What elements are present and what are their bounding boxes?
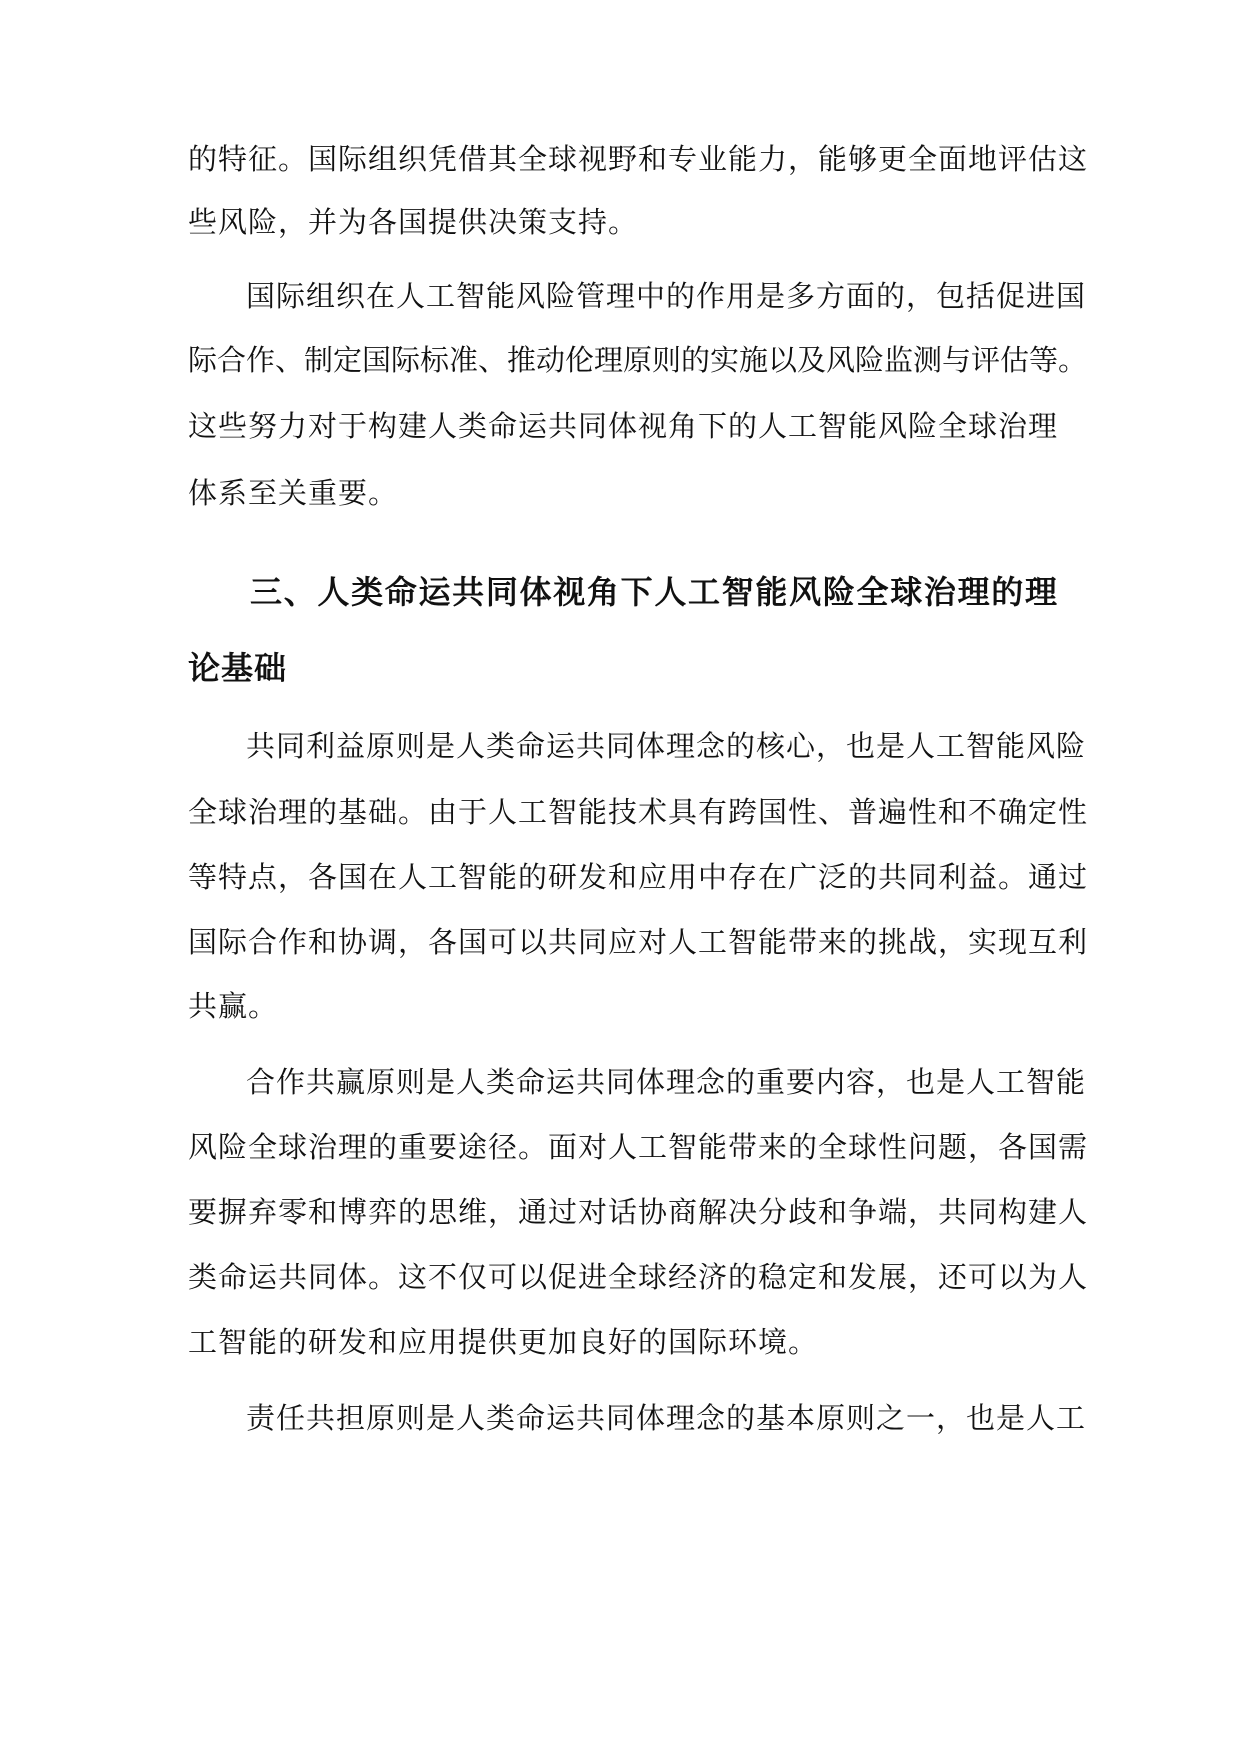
section-heading: 三、人类命运共同体视角下人工智能风险全球治理的理 (250, 573, 1058, 611)
paragraph-line: 国际组织在人工智能风险管理中的作用是多方面的，包括促进国 (246, 279, 1087, 313)
paragraph-line: 些风险，并为各国提供决策支持。 (188, 205, 639, 239)
paragraph-line: 等特点，各国在人工智能的研发和应用中存在广泛的共同利益。通过 (188, 860, 1089, 894)
section-heading: 论基础 (188, 649, 288, 687)
paragraph-line: 合作共赢原则是人类命运共同体理念的重要内容，也是人工智能 (246, 1065, 1087, 1099)
paragraph-line: 工智能的研发和应用提供更加良好的国际环境。 (188, 1325, 819, 1359)
paragraph-line: 风险全球治理的重要途径。面对人工智能带来的全球性问题，各国需 (188, 1130, 1089, 1164)
paragraph-line: 全球治理的基础。由于人工智能技术具有跨国性、普遍性和不确定性 (188, 795, 1089, 829)
paragraph-line: 类命运共同体。这不仅可以促进全球经济的稳定和发展，还可以为人 (188, 1260, 1089, 1294)
paragraph-line: 共同利益原则是人类命运共同体理念的核心，也是人工智能风险 (246, 729, 1087, 763)
paragraph-line: 这些努力对于构建人类命运共同体视角下的人工智能风险全球治理 (188, 409, 1059, 443)
paragraph-line: 共赢。 (188, 989, 279, 1023)
paragraph-line: 国际合作和协调，各国可以共同应对人工智能带来的挑战，实现互利 (188, 925, 1089, 959)
paragraph-line: 要摒弃零和博弈的思维，通过对话协商解决分歧和争端，共同构建人 (188, 1195, 1089, 1229)
paragraph-line: 际合作、制定国际标准、推动伦理原则的实施以及风险监测与评估等。 (188, 343, 1088, 377)
paragraph-line: 的特征。国际组织凭借其全球视野和专业能力，能够更全面地评估这 (188, 142, 1089, 176)
paragraph-line: 体系至关重要。 (188, 476, 399, 510)
paragraph-line: 责任共担原则是人类命运共同体理念的基本原则之一，也是人工 (246, 1401, 1087, 1435)
